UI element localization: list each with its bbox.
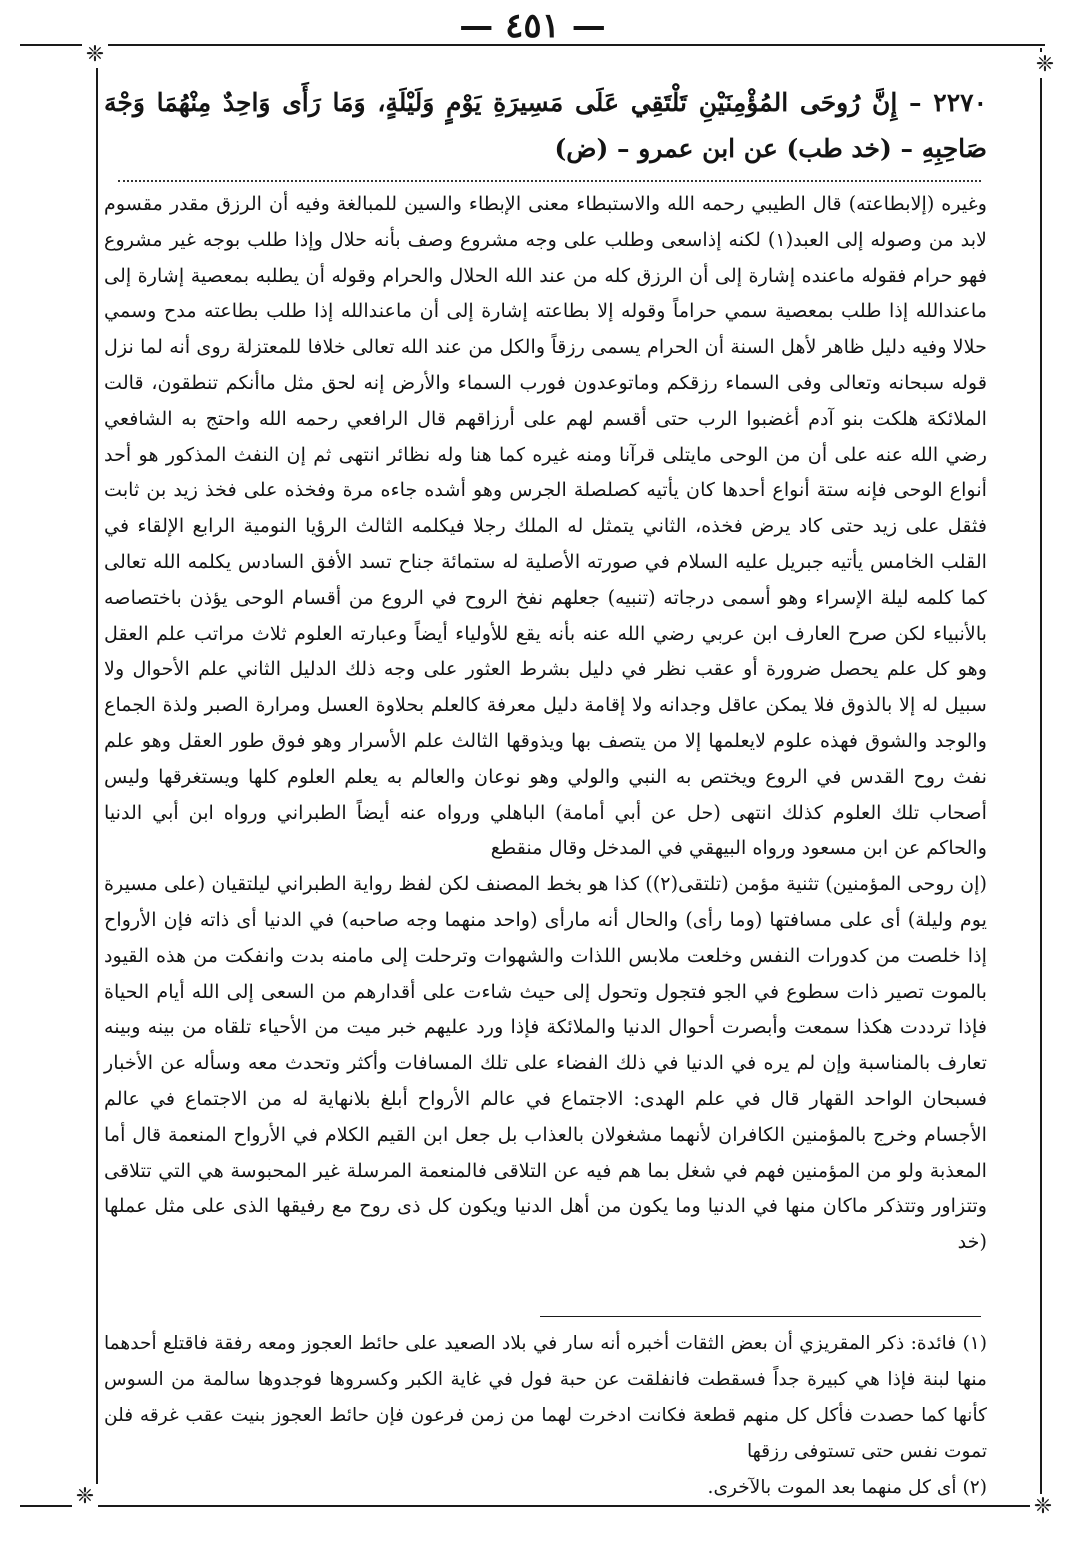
frame-border-top bbox=[20, 44, 1045, 46]
footnote-rule bbox=[540, 1316, 981, 1317]
corner-ornament-icon: ❈ bbox=[1032, 52, 1058, 78]
corner-ornament-icon: ❈ bbox=[72, 1484, 98, 1510]
corner-ornament-icon: ❈ bbox=[1030, 1494, 1056, 1520]
hadith-text: ٢٢٧٠ – إِنَّ رُوحَى المُؤْمِنَيْنِ تَلْتَقِي عَلَى مَسِيرَةِ يَوْمٍ وَلَيْلَةٍ، وَمَا رَأَى وَاحِدٌ مِنْهُمَا وَجْهَ صَاحِبِهِ – (خد طب) عن ابن عمرو – (ض) bbox=[104, 88, 987, 163]
footnote: (٢) أى كل منهما بعد الموت بالآخرى. bbox=[707, 1477, 987, 1498]
footnote: (١) فائدة: ذكر المقريزي أن بعض الثقات أخبره أنه سار في بلاد الصعيد على حائط العجوز ومعه رفقة فاقتلع أحدهما منها لبنة فإذا هي كبيرة جداً فسقطت فانفلقت عن حبة فول في غاية الكبر وكسروها فوجدوها سالمة من السوس كأنها كما حصدت فأكل كل منهم قطعة فكانت ادخرت لهما من زمن فرعون فإن حائط العجوز بنيت عقب غرقه فلن تموت نفس حتى تستوفى رزقها bbox=[104, 1333, 987, 1462]
frame-border-right bbox=[1040, 48, 1042, 1506]
commentary-paragraph: وغيره (إلابطاعته) قال الطيبي رحمه الله والاستبطاء معنى الإبطاء والسين للمبالغة وفيه أن الرزق مقدر مقسوم لابد من وصوله إلى العبد(١) لكنه إذاسعى وطلب على وجه مشروع وصف بأنه حلال وإذا طلب بوجه غير مشروع فهو حرام فقوله ماعنده إشارة إلى أن الرزق كله من عند الله الحلال والحرام وقوله أن يطلبه بمعصية إشارة إلى ماعندالله إذا طلب بمعصية سمي حراماً وقوله إلا بطاعته إشارة إلى أن ماعندالله إذا طلب بطاعته مدح وسمي حلالا وفيه دليل ظاهر لأهل السنة أن الحرام يسمى رزقاً والكل من عند الله تعالى خلافا للمعتزلة روى أنه لما نزل قوله سبحانه وتعالى وفى السماء رزقكم وماتوعدون فورب السماء والأرض إنه لحق مثل ماأنكم تنطقون، قالت الملائكة هلكت بنو آدم أغضبوا الرب حتى أقسم لهم على أرزاقهم قال الرافعي رحمه الله واحتج به الشافعي رضي الله عنه على أن من الوحى مايتلى قرآنا ومنه غيره كما هنا وله نظائر انتهى ثم إن النفث المذكور هو أحد أنواع الوحى فإنه ستة أنواع أحدها كان يأتيه كصلصلة الجرس وهو أشده جاءه مرة وفخذه على فخذ زيد بن ثابت فثقل على زيد حتى كاد يرض فخذه، الثاني يتمثل له الملك رجلا فيكلمه الثالث الرؤيا النومية الرابع الإلقاء في القلب الخامس يأتيه جبريل عليه السلام في صورته الأصلية له ستمائة جناح تسد الأفق السادس يكلمه الله تعالى كما كلمه ليلة الإسراء وهو أسمى درجاته (تنبيه) جعلهم نفخ الروح في الروع من أقسام الوحى يؤذن باختصاصه بالأنبياء لكن صرح العارف ابن عربي رضي الله عنه بأنه يقع للأولياء أيضاً وعبارته العلوم ثلاث مراتب علم العقل وهو كل علم يحصل ضرورة أو عقب نظر في دليل بشرط العثور على وجه ذلك الدليل الثاني علم الأحوال ولا سبيل له إلا بالذوق فلا يمكن عاقل وجدانه ولا إقامة دليل معرفة كالعلم بحلاوة العسل ومرارة الصبر ولذة الجماع والوجد والشوق فهذه علوم لايعلمها إلا من يتصف بها ويذوقها الثالث علم الأسرار وهو فوق طور العقل وهو علم نفث روح القدس في الروع ويختص به النبي والولي وهو نوعان والعالم به يعلم العلوم كلها ويستغرقها وليس أصحاب تلك العلوم كذلك انتهى (حل عن أبي أمامة) الباهلي ورواه عنه أيضاً الطبراني ورواه ابن أبي الدنيا والحاكم عن ابن مسعود ورواه البيهقي في المدخل وقال منقطع bbox=[104, 192, 987, 860]
footnotes bbox=[104, 1326, 987, 1498]
commentary bbox=[104, 186, 987, 1302]
commentary-paragraph: (إن روحى المؤمنين) تثنية مؤمن (تلتقى(٢)) كذا هو بخط المصنف لكن لفظ رواية الطبراني ليلتقيان (على مسيرة يوم وليلة) أى على مسافتها (وما رأى) والحال أنه مارأى (واحد منهما وجه صاحبه) في الدنيا أى ذاته فإن الأرواح إذا خلصت من كدورات النفس وخلعت ملابس اللذات والشهوات وترحلت إلى مامنه بدت وانفكت من هذه القيود بالموت تصير ذات سطوع في الجو فتجول وتحول إلى حيث شاءت على أقدارهم من السعى إلى الله أيام الحياة فإذا ترددت هكذا سمعت وأبصرت أحوال الدنيا والملائكة فإذا ورد عليهم خبر ميت من الأحياء تلقاه من بينه وبينه تعارف بالمناسبة وإن لم يره في الدنيا في ذلك الفضاء على تلك المسافات وأكثر وتحدث معه وسأله عن الأخبار فسبحان الواحد القهار قال في علم الهدى: الاجتماع في عالم الأرواح أبلغ بلانهاية له من الاجتماع في عالم الأجسام وخرج بالمؤمنين الكافران لأنهما مشغولان بالعذاب بل جعل ابن القيم الكلام في الأرواح المنعمة قال أما المعذبة ولو من المؤمنين فهم في شغل بما هم فيه عن التلاقى فالمنعمة المرسلة غير المحبوسة هي التي تتلاقى وتتزاور وتتذكر ماكان منها في الدنيا وما يكون من أهل الدنيا ويكون كل ذى روح مع رفيقها الذى على مثل عملها (خد bbox=[104, 872, 987, 1254]
hadith-separator bbox=[118, 180, 981, 182]
corner-ornament-icon: ❈ bbox=[82, 42, 108, 68]
page-number: — ٤٥١ — bbox=[459, 6, 606, 46]
frame-border-left bbox=[96, 48, 98, 1506]
